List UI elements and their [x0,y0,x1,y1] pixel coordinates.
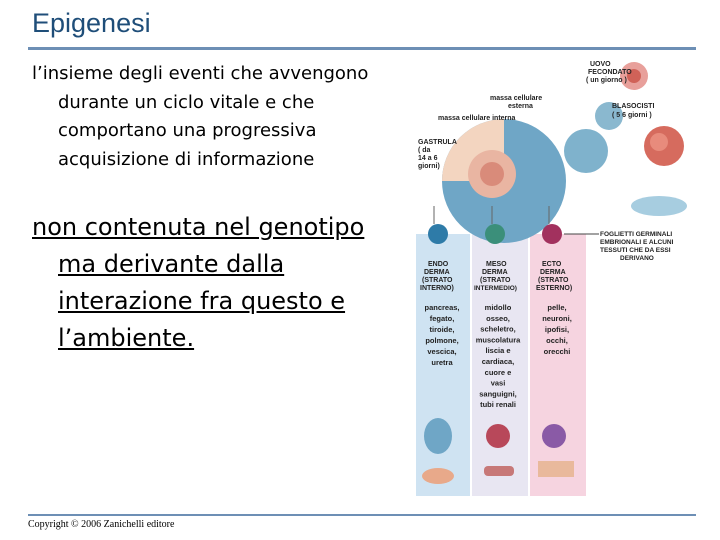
uovo-label-1: UOVO [590,61,611,68]
endo-tissues-item: tiroide, [429,325,455,334]
svg-text:ESTERNO): ESTERNO) [536,285,573,292]
svg-text:DERMA: DERMA [482,269,508,276]
gastrula-label-2: ( da [418,147,431,154]
footer-divider [28,514,696,516]
gastrula-label-3: 14 a 6 [418,155,438,162]
slide-body [32,60,402,357]
endo-tissues-item: polmone, [425,336,459,345]
svg-text:ENDO: ENDO [428,261,449,268]
gastrula-label-4: giorni) [418,163,440,170]
svg-text:ECTO: ECTO [542,261,562,268]
svg-text:INTERMEDIO): INTERMEDIO) [474,285,517,292]
blasocisti-label-1: BLASOCISTI [612,103,655,110]
massa-esterna-label-2: esterna [508,103,533,110]
mesoderm-sphere [485,224,505,244]
endoderm-sphere [428,224,448,244]
svg-text:(STRATO: (STRATO [422,277,453,284]
meso-tissues-item: cuore e [484,367,512,377]
ecto-tissues-item: pelle, [547,303,567,312]
massa-esterna-label-1: massa cellulare [490,95,543,102]
uovo-label-3: ( un giorno ) [586,77,627,84]
copyright-notice: Copyright © 2006 Zanichelli editore [28,519,175,530]
blasocisti-label-2: ( 5 6 giorni ) [612,112,652,119]
title-divider [28,47,696,50]
endo-tissues-item: pancreas, [424,303,460,312]
ecto-tissues-item: orecchi [543,347,571,356]
gastrula-label-1: GASTRULA [418,139,457,146]
embryo-development-figure [414,56,696,496]
endo-tissues-item: uretra [431,358,453,367]
ecto-tissues-item: occhi, [546,336,568,345]
svg-text:(STRATO: (STRATO [538,277,569,284]
meso-tissues-item: midollo [484,303,512,312]
foglietti-label-1: FOGLIETTI GERMINALI [600,231,673,238]
ecto-tissues-item: ipofisi, [544,325,570,334]
foglietti-label-3: TESSUTI CHE DA ESSI [600,247,671,254]
meso-tissues-item: sanguigni, [479,389,517,399]
uovo-label-2: FECONDATO [588,69,632,76]
endo-tissues-item: vescica, [427,347,457,356]
svg-text:DERMA: DERMA [540,269,566,276]
meso-tissues-item: vasi [490,378,506,388]
petri-dish-image [631,196,687,216]
endo-tissues-item: fegato, [429,314,455,323]
meso-tissues-item: tubi renali [480,400,516,410]
meso-tissues-item: muscolatura [475,335,521,345]
svg-text:DERMA: DERMA [424,269,450,276]
mesoderm-cell-image [486,424,510,448]
meso-tissues-item: osseo, [486,313,510,323]
definition-paragraph: l’insieme degli eventi che avvengono durante un ciclo vitale e che comportano una progressiva acquisizione di informazione [32,63,369,170]
svg-text:INTERNO): INTERNO) [420,285,454,292]
meso-tissues-item: cardiaca, [481,357,515,366]
svg-text:MESO: MESO [486,261,507,268]
ectoderm-cell-image [542,424,566,448]
foglietti-label-2: EMBRIONALI E ALCUNI [600,239,674,246]
ecto-tissues-item: neuroni, [542,314,572,323]
ectoderm-sphere [542,224,562,244]
svg-text:(STRATO: (STRATO [480,277,511,284]
slide-title: Epigenesi [32,8,151,38]
endoderm-cell-image [424,418,452,454]
massa-interna-label: massa cellulare interna [438,115,516,122]
foglietti-label-4: DERIVANO [620,255,654,262]
meso-tissues-item: scheletro, [480,324,516,334]
emphasis-paragraph: non contenuta nel genotipo ma derivante dalla interazione fra questo e l’ambiente. [32,213,365,352]
meso-tissues-item: liscia e [485,346,511,356]
